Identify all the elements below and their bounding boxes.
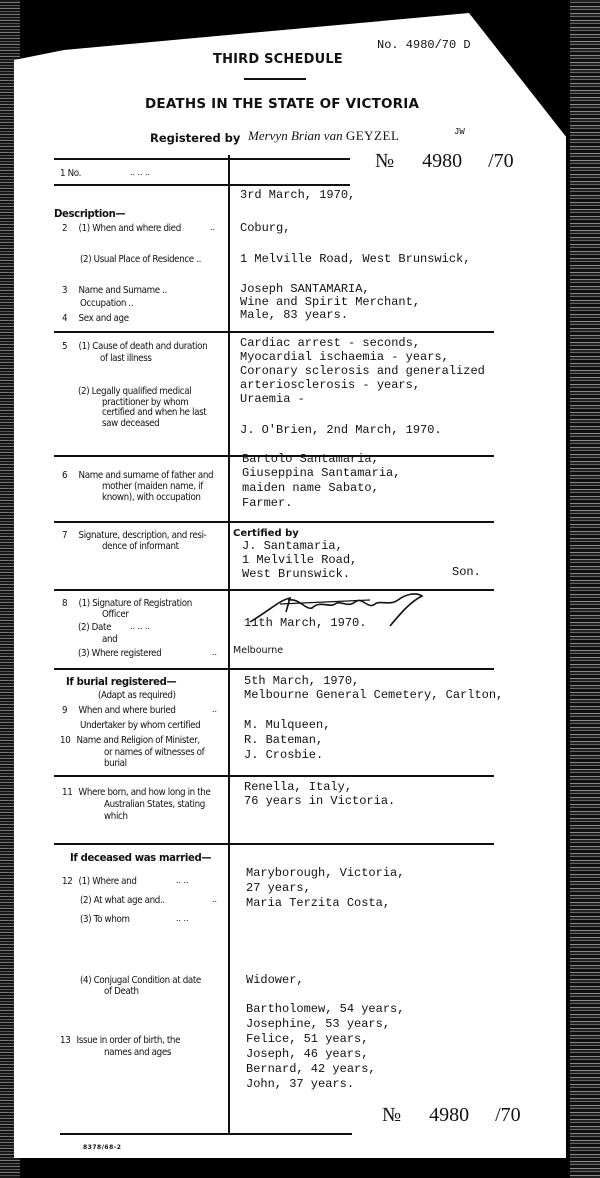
cause-line: Coronary sclerosis and generalized <box>240 364 485 378</box>
informant-line: West Brunswick. <box>242 567 351 581</box>
burial-date: 5th March, 1970, <box>244 674 360 688</box>
marriage-line: Maria Terzita Costa, <box>246 896 391 910</box>
residence-label: (2) Usual Place of Residence .. <box>80 254 202 265</box>
document-title: DEATHS IN THE STATE OF VICTORIA <box>145 96 420 112</box>
rule <box>54 668 494 670</box>
registration-label: 8 (1) Signature of Registration <box>62 598 192 609</box>
child-entry: Bartholomew, 54 years, <box>246 1002 405 1016</box>
residence-value: 1 Melville Road, West Brunswick, <box>240 252 471 266</box>
practitioner-value: J. O'Brien, 2nd March, 1970. <box>240 423 442 437</box>
registration-label-4: and <box>102 634 118 645</box>
parents-line: Bartolo Santamaria, <box>242 452 379 466</box>
clerk-initials: JW <box>454 127 465 137</box>
birthplace-label: 11 Where born, and how long in the <box>62 787 211 798</box>
burial-header: If burial registered— <box>66 675 177 688</box>
birthplace-label-3: which <box>104 811 128 822</box>
number-value: 4980 <box>429 1104 470 1126</box>
leader-dots: .. <box>212 894 218 904</box>
rule <box>54 521 494 523</box>
undertaker-value: M. Mulqueen, <box>244 718 331 732</box>
leader-dots: .. .. .. <box>130 167 151 177</box>
child-entry: Josephine, 53 years, <box>246 1017 391 1031</box>
title-underline <box>244 78 306 80</box>
leader-dots: .. <box>210 222 216 232</box>
description-header: Description— <box>54 207 126 220</box>
sex-age-value: Male, 83 years. <box>240 308 349 322</box>
minister-label-2: or names of witnesses of <box>104 747 205 758</box>
parents-label-3: known), with occupation <box>102 492 201 503</box>
marriage-line: Maryborough, Victoria, <box>246 866 405 880</box>
occupation-value: Wine and Spirit Merchant, <box>240 295 421 309</box>
leader-dots: .. <box>212 647 218 657</box>
rule <box>54 775 494 777</box>
child-entry: Felice, 51 years, <box>246 1032 369 1046</box>
number-sign: № <box>382 1104 402 1126</box>
occupation-label: Occupation .. <box>80 298 134 309</box>
number-value: 4980 <box>422 150 463 172</box>
number-year: /70 <box>495 1104 521 1126</box>
rule <box>54 331 494 333</box>
reference-number: No. 4980/70 D <box>377 38 471 52</box>
child-entry: Joseph, 46 years, <box>246 1047 369 1061</box>
scan-edge-right <box>570 0 600 1178</box>
registration-label-5: (3) Where registered <box>78 648 162 659</box>
death-place: Coburg, <box>240 221 291 235</box>
rule <box>54 184 350 186</box>
name-label: 3 Name and Surname .. <box>62 285 168 296</box>
registration-place: Melbourne <box>233 645 284 656</box>
number-sign: № <box>375 150 395 172</box>
registered-by-label: Registered by <box>150 131 241 145</box>
when-where-died-label: 2 (1) When and where died <box>62 223 181 234</box>
certified-by-label: Certified by <box>233 528 299 539</box>
registrar-name <box>248 128 399 144</box>
cause-label: 5 (1) Cause of death and duration <box>62 341 208 352</box>
practitioner-label-4: saw deceased <box>102 418 160 429</box>
burial-place: Melbourne General Cemetery, Carlton, <box>244 688 504 702</box>
parents-label-2: mother (maiden name, if <box>102 481 203 492</box>
parents-label: 6 Name and surname of father and <box>62 470 214 481</box>
rule <box>54 158 350 160</box>
burial-when-label: 9 When and where buried <box>62 705 176 716</box>
registration-date: 11th March, 1970. <box>244 616 367 630</box>
informant-label-2: dence of informant <box>102 541 179 552</box>
burial-subheader: (Adapt as required) <box>98 690 176 701</box>
birthplace-line: Renella, Italy, <box>244 780 353 794</box>
registration-label-3: (2) Date <box>78 622 112 633</box>
name-value: Joseph SANTAMARIA, <box>240 282 370 296</box>
practitioner-label: (2) Legally qualified medical <box>78 386 192 397</box>
cause-line: Cardiac arrest - seconds, <box>240 336 421 350</box>
minister-label: 10 Name and Religion of Minister, <box>60 735 200 746</box>
informant-line: 1 Melville Road, <box>242 553 358 567</box>
leader-dots: .. .. <box>176 875 189 885</box>
child-entry: John, 37 years. <box>246 1077 355 1091</box>
form-code: 8378/68-2 <box>83 1144 122 1151</box>
witness-value: R. Bateman, <box>244 733 324 747</box>
rule <box>60 1133 352 1135</box>
conjugal-label-2: of Death <box>104 986 139 997</box>
field-no-label: 1 No. <box>60 168 82 179</box>
birthplace-label-2: Australian States, stating <box>104 799 205 810</box>
parents-line: Farmer. <box>242 496 293 510</box>
marriage-header: If deceased was married— <box>70 851 212 864</box>
witness-value: J. Crosbie. <box>244 748 324 762</box>
practitioner-label-2: practitioner by whom <box>102 397 189 408</box>
registrar-given-names: Mervyn Brian van <box>248 128 343 143</box>
cause-line: Uraemia - <box>240 392 305 406</box>
birthplace-line: 76 years in Victoria. <box>244 794 396 808</box>
practitioner-label-3: certified and when he last <box>102 407 207 418</box>
undertaker-label: Undertaker by whom certified <box>80 720 201 731</box>
number-year: /70 <box>488 150 514 172</box>
registration-label-2: Officer <box>102 609 129 620</box>
cause-line: Myocardial ischaemia - years, <box>240 350 449 364</box>
marriage-where-label: 12 (1) Where and <box>62 876 137 887</box>
marriage-age-label: (2) At what age and.. <box>80 895 165 906</box>
registrar-surname: GEYZEL <box>345 128 400 143</box>
leader-dots: .. <box>212 704 218 714</box>
leader-dots: .. .. .. <box>130 621 151 631</box>
issue-label-2: names and ages <box>104 1047 172 1058</box>
parents-line: maiden name Sabato, <box>242 481 379 495</box>
marriage-whom-label: (3) To whom <box>80 914 130 925</box>
schedule-title: THIRD SCHEDULE <box>213 52 343 67</box>
leader-dots: .. .. <box>176 913 189 923</box>
cause-line: arteriosclerosis - years, <box>240 378 421 392</box>
issue-label: 13 Issue in order of birth, the <box>60 1035 181 1046</box>
marriage-line: 27 years, <box>246 881 311 895</box>
conjugal-value: Widower, <box>246 973 304 987</box>
conjugal-label: (4) Conjugal Condition at date <box>80 975 201 986</box>
informant-line: J. Santamaria, <box>242 539 343 553</box>
parents-line: Giuseppina Santamaria, <box>242 466 401 480</box>
child-entry: Bernard, 42 years, <box>246 1062 376 1076</box>
death-date: 3rd March, 1970, <box>240 188 356 202</box>
footer-registration-number <box>382 1104 521 1127</box>
rule <box>54 843 494 845</box>
column-divider <box>228 155 230 1133</box>
cause-label-2: of last illness <box>100 353 152 364</box>
sex-age-label: 4 Sex and age <box>62 313 129 324</box>
informant-label: 7 Signature, description, and resi- <box>62 530 207 541</box>
informant-relation: Son. <box>452 565 481 579</box>
minister-label-3: burial <box>104 758 127 769</box>
registration-number <box>375 150 514 173</box>
